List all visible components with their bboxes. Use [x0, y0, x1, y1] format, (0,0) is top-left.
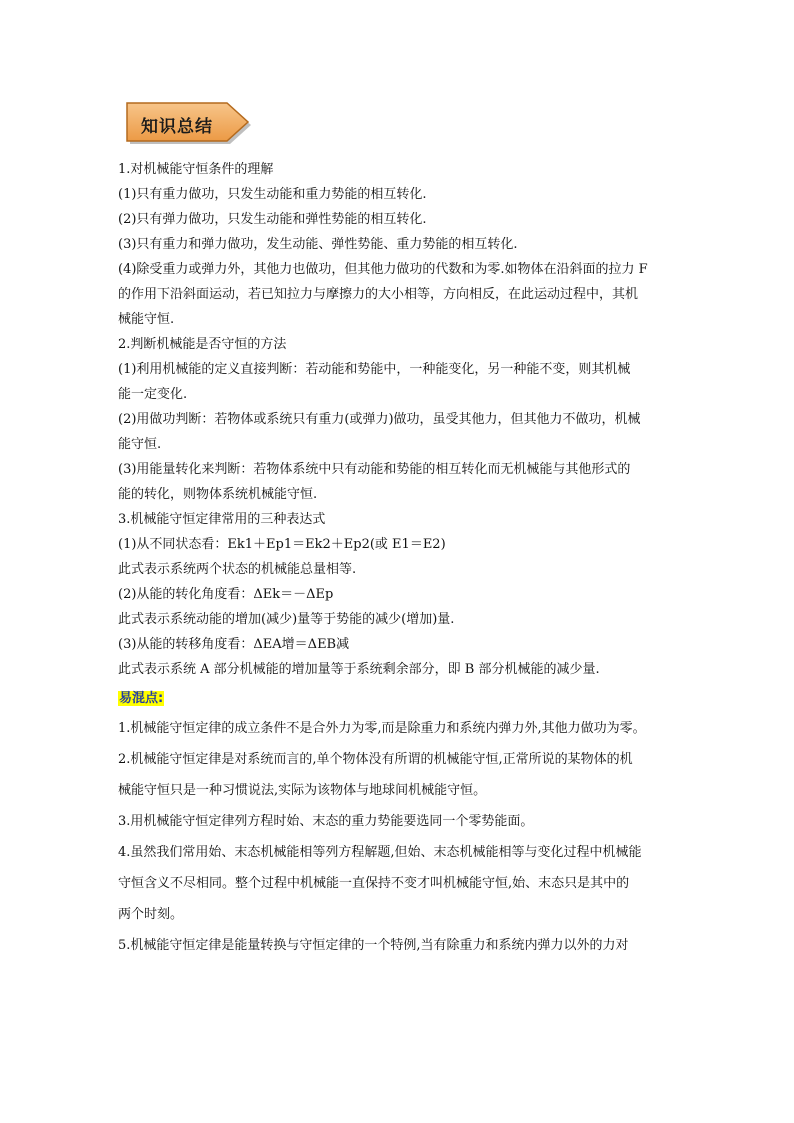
pitfall-line: 械能守恒只是一种习惯说法,实际为该物体与地球间机械能守恒。: [118, 783, 487, 798]
pitfalls-heading: [118, 686, 688, 711]
summary-line: 此式表示系统两个状态的机械能总量相等.: [118, 562, 357, 577]
section-banner: [125, 101, 252, 145]
summary-line: (2)用做功判断：若物体或系统只有重力(或弹力)做功，虽受其他力，但其他力不做功，机械: [118, 412, 641, 427]
summary-line: (1)利用机械能的定义直接判断：若动能和势能中，一种能变化，另一种能不变，则其机械: [118, 362, 631, 377]
summary-line: 2.判断机械能是否守恒的方法: [118, 337, 287, 352]
summary-line: (2)只有弹力做功，只发生动能和弹性势能的相互转化.: [118, 212, 427, 227]
summary-line: 能守恒.: [118, 437, 162, 452]
summary-section: [118, 157, 688, 682]
pitfall-line: 5.机械能守恒定律是能量转换与守恒定律的一个特例,当有除重力和系统内弹力以外的力对: [118, 938, 629, 953]
summary-line: (3)只有重力和弹力做功，发生动能、弹性势能、重力势能的相互转化.: [118, 237, 518, 252]
pitfall-line: 3.用机械能守恒定律列方程时始、末态的重力势能要选同一个零势能面。: [118, 814, 534, 829]
pitfall-line: 4.虽然我们常用始、末态机械能相等列方程解题,但始、末态机械能相等与变化过程中机械能: [118, 845, 642, 860]
summary-line: 能的转化，则物体系统机械能守恒.: [118, 487, 318, 502]
summary-line: 3.机械能守恒定律常用的三种表达式: [118, 512, 326, 527]
summary-line: 此式表示系统动能的增加(减少)量等于势能的减少(增加)量.: [118, 612, 455, 627]
content: [118, 157, 688, 961]
pitfalls-label: 易混点:: [119, 691, 164, 706]
summary-line: 此式表示系统 A 部分机械能的增加量等于系统剩余部分，即 B 部分机械能的减少量.: [118, 662, 600, 677]
summary-line: (3)用能量转化来判断：若物体系统中只有动能和势能的相互转化而无机械能与其他形式的: [118, 462, 631, 477]
summary-line: 械能守恒.: [118, 312, 175, 327]
pitfall-line: 守恒含义不尽相同。整个过程中机械能一直保持不变才叫机械能守恒,始、末态只是其中的: [118, 876, 630, 891]
summary-line: (3)从能的转移角度看：ΔEA增＝ΔEB减: [118, 637, 350, 652]
summary-line: 的作用下沿斜面运动，若已知拉力与摩擦力的大小相等，方向相反，在此运动过程中，其机: [118, 287, 639, 302]
summary-line: (2)从能的转化角度看：ΔEk＝－ΔEp: [118, 587, 334, 602]
banner-title: 知识总结: [141, 117, 213, 137]
pitfall-line: 两个时刻。: [118, 907, 184, 922]
summary-line: (1)从不同状态看：Ek1＋Ep1＝Ek2＋Ep2(或 E1＝E2): [118, 537, 446, 552]
summary-line: 1.对机械能守恒条件的理解: [118, 162, 274, 177]
summary-line: (4)除受重力或弹力外，其他力也做功，但其他力做功的代数和为零.如物体在沿斜面的拉力 F: [118, 262, 648, 277]
pitfall-line: 2.机械能守恒定律是对系统而言的,单个物体没有所谓的机械能守恒,正常所说的某物体的机: [118, 752, 633, 767]
pitfalls-section: [118, 713, 688, 961]
summary-line: (1)只有重力做功，只发生动能和重力势能的相互转化.: [118, 187, 427, 202]
pitfall-line: 1.机械能守恒定律的成立条件不是合外力为零,而是除重力和系统内弹力外,其他力做功为零。: [118, 721, 646, 736]
summary-line: 能一定变化.: [118, 387, 188, 402]
